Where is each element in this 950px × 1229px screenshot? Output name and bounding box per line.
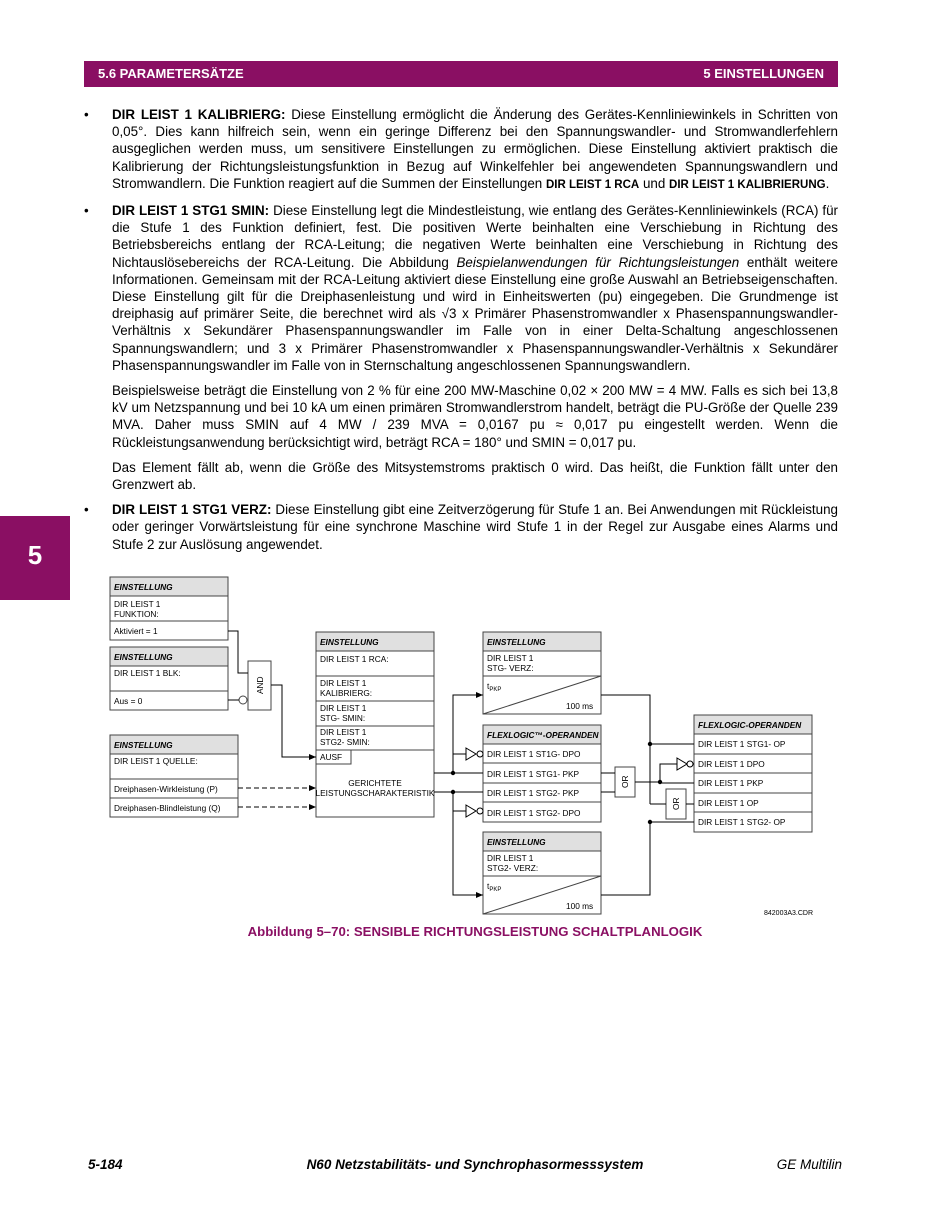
label-kal-l2: KALIBRIERG: bbox=[320, 688, 373, 698]
example-paragraph: Beispielsweise beträgt die Einstellung von 2 % für eine 200 MW-Maschine 0,02 × 200 MW = 4 MW. Falls es sich bei 13,8 kV um Netzspannung und bei 10 kA um einen primären Stromwandlerstrom handelt, beträgt die PU-Größe der Quelle 239 MVA. Daher muss SMIN auf 4 MW / 239 MVA = 0,0167 pu ≈ 0,017 pu eingestellt werden. Wenn die Rückleistungsanwendung berücksichtigt wird, beträgt RCA = 180° und SMIN = 0,017 pu. bbox=[112, 383, 838, 450]
operand-pkp: DIR LEIST 1 PKP bbox=[698, 778, 764, 788]
footer-brand: GE Multilin bbox=[776, 1157, 842, 1172]
label-funktion-l2: FUNKTION: bbox=[114, 609, 159, 619]
label-blk: DIR LEIST 1 BLK: bbox=[114, 668, 181, 678]
operand-stg2-pkp: DIR LEIST 1 STG2- PKP bbox=[487, 788, 580, 798]
label-kal-l1: DIR LEIST 1 bbox=[320, 678, 367, 688]
setting-ref: DIR LEIST 1 KALIBRIERUNG bbox=[669, 178, 826, 191]
label-einstellung: EINSTELLUNG bbox=[114, 652, 173, 662]
sqrt-symbol: √3 bbox=[441, 306, 457, 322]
label-verz2-l1: DIR LEIST 1 bbox=[487, 853, 534, 863]
label-wirkleistung: Dreiphasen-Wirkleistung (P) bbox=[114, 784, 218, 794]
or-gate-label: OR bbox=[671, 797, 681, 810]
label-delay-ms: 100 ms bbox=[566, 701, 594, 711]
label-einstellung: EINSTELLUNG bbox=[114, 582, 173, 592]
and-gate-label: AND bbox=[255, 676, 265, 694]
label-einstellung: EINSTELLUNG bbox=[320, 637, 379, 647]
label-tpkp: $t_{PKP}$ bbox=[487, 681, 502, 693]
setting-ref: DIR LEIST 1 RCA bbox=[545, 178, 640, 191]
chapter-tab: 5 bbox=[0, 516, 70, 600]
operand-op: DIR LEIST 1 OP bbox=[698, 798, 759, 808]
bullet-icon: • bbox=[84, 502, 89, 518]
label-verz1-l2: STG- VERZ: bbox=[487, 663, 534, 673]
label-einstellung: EINSTELLUNG bbox=[487, 837, 546, 847]
setting-text: Diese Einstellung ermöglicht die Änderung des Gerätes-Kennliniewinkels in Schritten von 0,05°. Dies kann hilfreich sein, wenn ein geringe Differenz bei den Spannungswandler- und Stromwandlerfehlern ausgeglichen werden muss, um sensitivere Einstellungen zu ermöglichen. Diese Einstellung aktiviert praktisch die Kalibrierung der Richtungsleistungsfunktion in Bezug auf Winkelfehler bei angewendeten Spannungswandlern und Stromwandlern. Die Funktion reagiert auf die Summen der Einstellungen bbox=[112, 107, 838, 191]
bullet-kalibrierg bbox=[84, 106, 838, 194]
label-char-l1: GERICHTETE bbox=[348, 778, 402, 788]
operand-st1g-dpo: DIR LEIST 1 ST1G- DPO bbox=[487, 749, 581, 759]
setting-term: DIR LEIST 1 STG1 SMIN: bbox=[112, 203, 270, 219]
label-aktiviert: Aktiviert = 1 bbox=[114, 626, 158, 636]
label-smin1-l2: STG- SMIN: bbox=[320, 713, 366, 723]
figure-caption: Abbildung 5–70: SENSIBLE RICHTUNGSLEISTUNG SCHALTPLANLOGIK bbox=[247, 924, 703, 939]
drawing-code: 842003A3.CDR bbox=[764, 910, 814, 917]
body-text bbox=[84, 106, 838, 561]
label-smin2-l2: STG2- SMIN: bbox=[320, 737, 370, 747]
setting-text: . bbox=[825, 175, 830, 191]
label-aus: Aus = 0 bbox=[114, 696, 143, 706]
setting-text: enthält weitere Informationen. Gemeinsam mit der RCA-Leitung aktiviert diese Einstellung eine große Auswahl an Betriebseigenschaften. Diese Einstellung gilt für die Dreiphasenleistung und wird in Einheitswerten (pu) eingegeben. Die Grundmenge ist dreiphasig auf primärer Seite, die berechnet wird als bbox=[112, 254, 838, 322]
section-title: 5.6 PARAMETERSÄTZE bbox=[98, 66, 244, 81]
bullet-icon: • bbox=[84, 203, 89, 219]
label-flexlogic-right: FLEXLOGIC-OPERANDEN bbox=[698, 720, 802, 730]
dropout-paragraph: Das Element fällt ab, wenn die Größe des Mitsystemstroms praktisch 0 wird. Das heißt, die Funktion fällt unter den Grenzwert ab. bbox=[112, 459, 838, 493]
operand-stg1-pkp: DIR LEIST 1 STG1- PKP bbox=[487, 769, 580, 779]
footer-title: N60 Netzstabilitäts- und Synchrophasormesssystem bbox=[306, 1157, 644, 1172]
label-blindleistung: Dreiphasen-Blindleistung (Q) bbox=[114, 803, 221, 813]
logic-diagram bbox=[100, 570, 830, 925]
setting-term: DIR LEIST 1 KALIBRIERG: bbox=[112, 107, 286, 122]
operand-stg2-op: DIR LEIST 1 STG2- OP bbox=[698, 817, 786, 827]
page-header bbox=[84, 61, 838, 87]
label-delay-ms: 100 ms bbox=[566, 901, 594, 911]
label-ausf: AUSF bbox=[320, 752, 343, 762]
setting-term: DIR LEIST 1 STG1 VERZ: bbox=[112, 502, 272, 518]
operand-dpo: DIR LEIST 1 DPO bbox=[698, 759, 765, 769]
setting-text: und bbox=[639, 175, 670, 191]
label-char-l2: LEISTUNGSCHARAKTERISTIK bbox=[315, 788, 435, 798]
bullet-stg1-verz bbox=[84, 501, 838, 553]
label-smin1-l1: DIR LEIST 1 bbox=[320, 703, 367, 713]
bullet-icon: • bbox=[84, 107, 89, 122]
label-verz2-l2: STG2- VERZ: bbox=[487, 863, 539, 873]
label-smin2-l1: DIR LEIST 1 bbox=[320, 727, 367, 737]
setting-text: Diese Einstellung gibt eine Zeitverzögerung für Stufe 1 an. Bei Anwendungen mit Rückleistung oder geringer Vorwärtsleistung für eine synchrone Maschine wird Stufe 1 in der Regel zur Ausgabe eines Alarms und Stufe 2 zur Auslösung angewendet. bbox=[112, 502, 838, 552]
chapter-title: 5 EINSTELLUNGEN bbox=[703, 66, 824, 81]
label-quelle: DIR LEIST 1 QUELLE: bbox=[114, 756, 198, 766]
figure-reference: Beispielanwendungen für Richtungsleistungen bbox=[456, 254, 740, 270]
page-number: 5-184 bbox=[88, 1157, 123, 1172]
operand-stg1-op: DIR LEIST 1 STG1- OP bbox=[698, 739, 786, 749]
label-einstellung: EINSTELLUNG bbox=[114, 740, 173, 750]
label-funktion-l1: DIR LEIST 1 bbox=[114, 599, 161, 609]
label-rca: DIR LEIST 1 RCA: bbox=[320, 654, 389, 664]
setting-text: Diese Einstellung legt die Mindestleistung, wie entlang des Gerätes-Kennliniewinkels (RCA) für die Stufe 1 des Funktion definiert, fest. Die positiven Werte beinhalten eine Verschiebung in Richtung des Betriebsbereichs entlang der RCA-Leitung; die negativen Werte beinhalten eine Verschiebung in Richtung des Nichtauslösebereichs der RCA-Leitung. Die Abbildung bbox=[112, 203, 838, 270]
label-einstellung: EINSTELLUNG bbox=[487, 637, 546, 647]
label-flexlogic-mid: FLEXLOGIC™-OPERANDEN bbox=[487, 730, 599, 740]
or-gate-label: OR bbox=[620, 775, 630, 788]
bullet-stg1-smin bbox=[84, 202, 838, 374]
setting-text: x Primärer Phasenstromwandler x Phasenspannungswandler-Verhältnis x Sekundärer Phasenspannungswandler im Falle von in einer Delta-Schaltung angeschlossenen Spannungswandlern; und 3 x Primärer Phasenstromwandler x Phasenspannungswandler-Verhältnis x Sekundärer Phasenspannungswandler im Falle von in Sternschaltung angeschlossenen Spannungswandlern. bbox=[112, 306, 838, 373]
operand-stg2-dpo: DIR LEIST 1 STG2- DPO bbox=[487, 808, 581, 818]
label-tpkp: $t_{PKP}$ bbox=[487, 881, 502, 893]
label-verz1-l1: DIR LEIST 1 bbox=[487, 653, 534, 663]
